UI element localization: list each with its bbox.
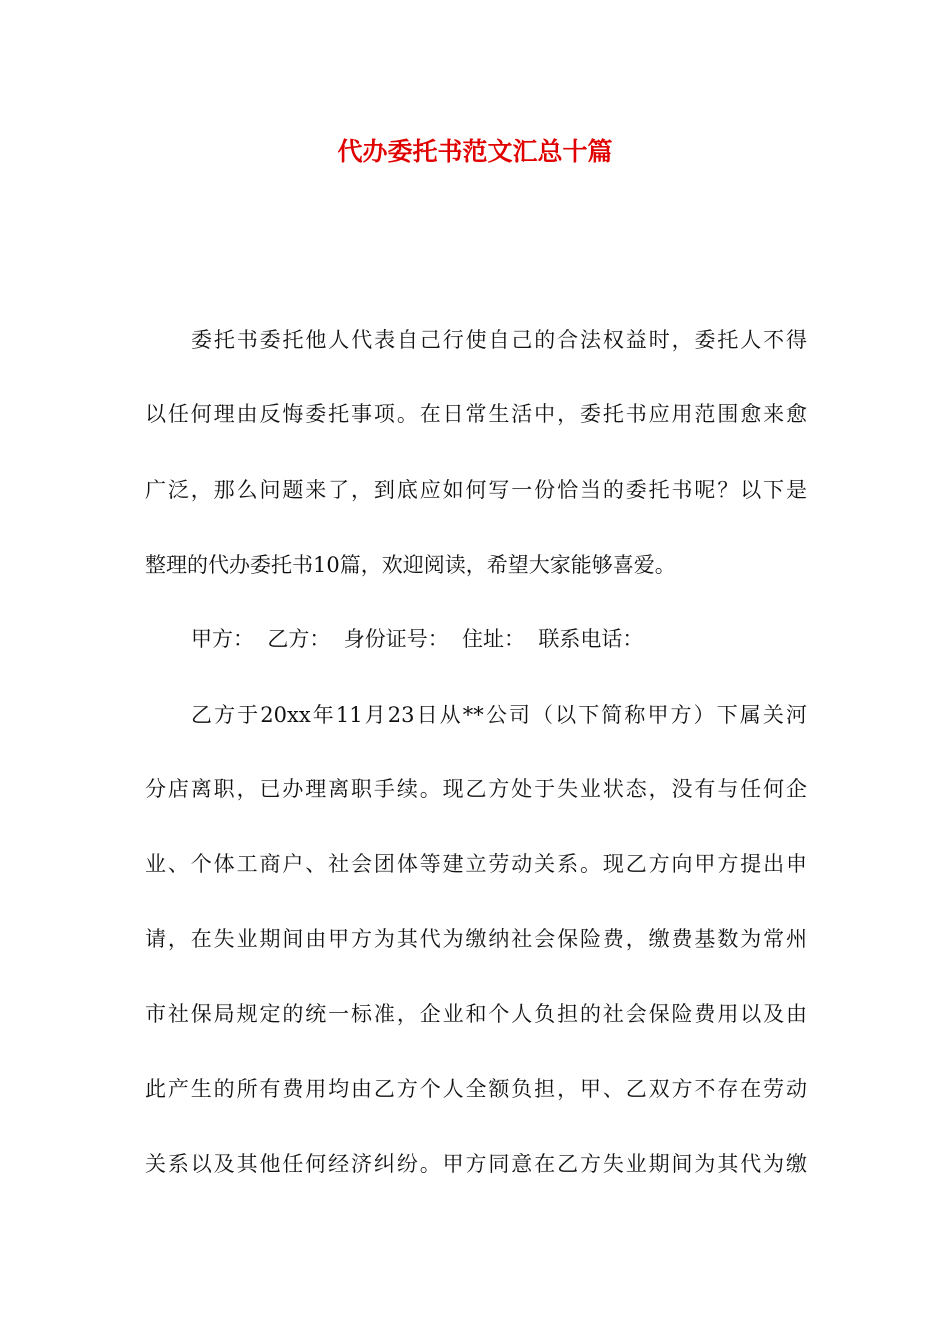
paragraph-2-line-1: 甲方： 乙方： 身份证号： 住址： 联系电话： (191, 627, 644, 651)
document-title: 代办委托书范文汇总十篇 (337, 137, 613, 166)
paragraph-3-line-4: 请，在失业期间由甲方为其代为缴纳社会保险费，缴费基数为常州 (145, 927, 807, 951)
paragraph-3-line-6: 此产生的所有费用均由乙方个人全额负担，甲、乙双方不存在劳动 (145, 1077, 807, 1101)
paragraph-3-line-1: 乙方于20xx年11月23日从**公司（以下简称甲方）下属关河 (191, 703, 807, 727)
paragraph-3-line-2: 分店离职，已办理离职手续。现乙方处于失业状态，没有与任何企 (145, 777, 807, 801)
paragraph-3-line-7: 关系以及其他任何经济纠纷。甲方同意在乙方失业期间为其代为缴 (145, 1152, 807, 1176)
paragraph-3-line-3: 业、个体工商户、社会团体等建立劳动关系。现乙方向甲方提出申 (145, 852, 807, 876)
paragraph-1-line-3: 广泛，那么问题来了，到底应如何写一份恰当的委托书呢？以下是 (145, 478, 807, 502)
paragraph-1-line-2: 以任何理由反悔委托事项。在日常生活中，委托书应用范围愈来愈 (145, 402, 807, 426)
paragraph-3-line-5: 市社保局规定的统一标准，企业和个人负担的社会保险费用以及由 (145, 1002, 807, 1026)
paragraph-1-line-1: 委托书委托他人代表自己行使自己的合法权益时，委托人不得 (191, 328, 807, 352)
paragraph-1-line-4: 整理的代办委托书10篇，欢迎阅读，希望大家能够喜爱。 (145, 553, 676, 577)
